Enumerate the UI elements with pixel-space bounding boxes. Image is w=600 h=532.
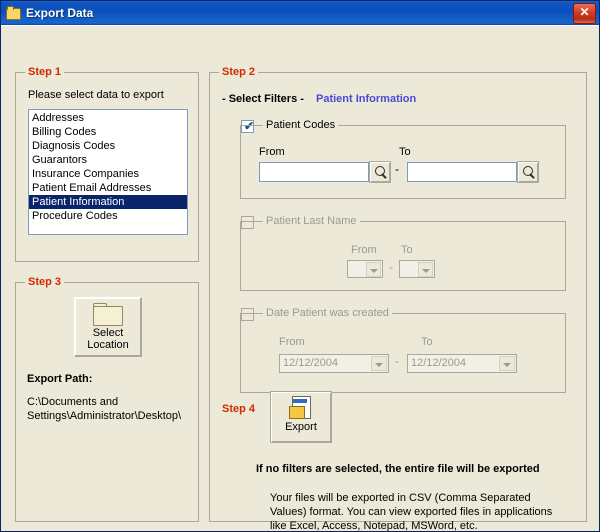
list-item[interactable]: Insurance Companies — [32, 168, 140, 180]
last-name-to-label: To — [401, 244, 413, 256]
folder-icon — [93, 303, 123, 326]
step1-group — [15, 66, 199, 262]
last-name-separator: - — [389, 260, 393, 274]
step2-group — [209, 66, 587, 532]
step3-group — [15, 276, 199, 522]
select-location-button[interactable] — [74, 297, 142, 357]
date-from-select[interactable]: 12/12/2004 — [279, 354, 389, 373]
list-item[interactable]: Patient Email Addresses — [32, 182, 152, 194]
patient-codes-separator: - — [395, 162, 399, 176]
export-path-value: C:\Documents and Settings\Administrator\Desktop\ — [27, 396, 182, 422]
date-created-group — [240, 307, 566, 393]
step4-legend: Step 4 — [222, 403, 256, 415]
last-name-from-select[interactable] — [347, 260, 383, 278]
title-bar — [1, 1, 599, 25]
date-from-label: From — [279, 336, 305, 348]
folder-icon — [5, 5, 21, 21]
patient-last-name-legend: Patient Last Name — [263, 215, 360, 227]
chevron-down-icon — [371, 356, 387, 371]
list-item[interactable]: Guarantors — [32, 154, 88, 166]
close-icon[interactable]: ✕ — [573, 3, 596, 24]
patient-codes-from-input[interactable] — [259, 162, 369, 182]
export-button[interactable] — [270, 391, 332, 443]
date-to-select[interactable]: 12/12/2004 — [407, 354, 517, 373]
date-separator: - — [395, 354, 399, 368]
date-to-label: To — [421, 336, 433, 348]
patient-codes-to-search-button[interactable] — [517, 161, 539, 183]
chevron-down-icon — [499, 356, 515, 371]
patient-codes-to-input[interactable] — [407, 162, 517, 182]
selected-data-type-label: Patient Information — [316, 93, 417, 105]
last-name-to-select[interactable] — [399, 260, 435, 278]
patient-codes-legend: Patient Codes — [263, 119, 338, 131]
select-location-label-2: Location — [87, 339, 129, 351]
list-item[interactable]: Addresses — [32, 112, 84, 124]
list-item-selected[interactable]: Patient Information — [29, 195, 187, 209]
list-item[interactable]: Billing Codes — [32, 126, 97, 138]
export-button-label: Export — [285, 421, 317, 433]
list-item[interactable]: Procedure Codes — [32, 210, 118, 222]
select-location-label-1: Select — [92, 327, 124, 339]
list-item[interactable]: Diagnosis Codes — [32, 140, 116, 152]
magnifier-icon — [523, 166, 533, 176]
chevron-down-icon — [366, 262, 381, 277]
step3-legend: Step 3 — [25, 276, 64, 288]
export-path-title: Export Path: — [27, 373, 93, 385]
step2-legend: Step 2 — [219, 66, 258, 78]
patient-codes-from-search-button[interactable] — [369, 161, 391, 183]
no-filter-note: If no filters are selected, the entire file will be exported — [256, 463, 540, 475]
window-title: Export Data — [26, 6, 94, 20]
check-icon: ✔ — [244, 119, 255, 133]
chevron-down-icon — [418, 262, 433, 277]
patient-codes-to-label: To — [399, 146, 411, 158]
patient-last-name-group — [240, 215, 566, 291]
last-name-from-label: From — [351, 244, 377, 256]
data-type-listbox[interactable] — [28, 109, 188, 235]
select-filters-heading: - Select Filters - — [222, 93, 304, 105]
csv-note: Your files will be exported in CSV (Comma Separated Values) format. You can view exported files in applications like Excel, Access, Notepad, MSWord, etc. — [270, 492, 553, 532]
date-created-legend: Date Patient was created — [263, 307, 392, 319]
magnifier-icon — [375, 166, 385, 176]
step1-hint: Please select data to export — [28, 89, 164, 101]
patient-codes-from-label: From — [259, 146, 285, 158]
dialog-body — [1, 25, 600, 531]
step1-legend: Step 1 — [25, 66, 64, 78]
export-icon — [288, 396, 314, 420]
patient-codes-group — [240, 119, 566, 199]
